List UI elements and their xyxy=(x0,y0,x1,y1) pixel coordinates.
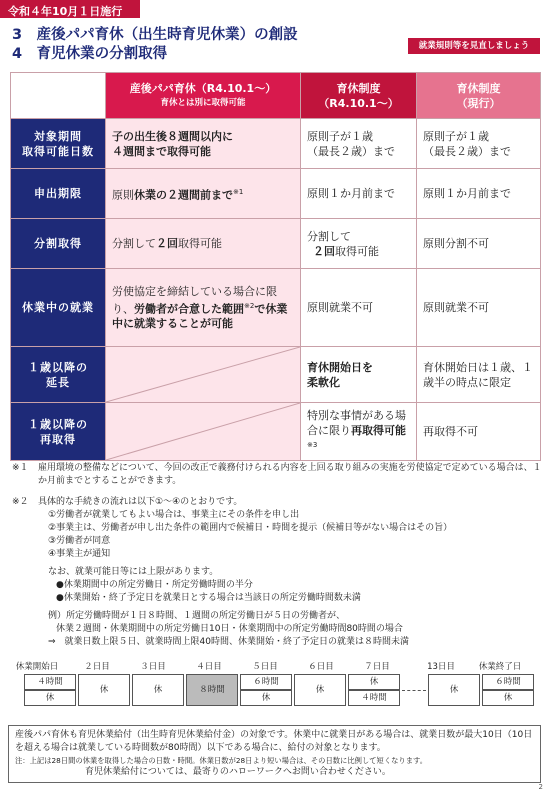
cell-new-split xyxy=(106,219,301,269)
day-label: 13日目 xyxy=(427,662,455,672)
cell-mid-split-c: 取得可能 xyxy=(335,244,379,258)
day-label: ５日目 xyxy=(252,662,278,672)
example-line: 例）所定労働時間が１日８時間、１週間の所定労働日が５日の労働者が、 xyxy=(48,611,346,621)
cell-new-deadline xyxy=(106,169,301,219)
cell-mid-extension: 育休開始日を 柔軟化 xyxy=(301,347,417,403)
benefit-info-box xyxy=(8,725,541,783)
table-row xyxy=(11,219,541,269)
table-corner xyxy=(11,73,106,119)
benefit-contact-text: 育児休業給付については、最寄りのハローワークへお問い合わせください。 xyxy=(85,767,391,777)
limit-bullet: ●休業期間中の所定労働日・所定労働時間の半分 xyxy=(56,580,253,590)
row-head-extension-line2: 延長 xyxy=(46,375,70,389)
row-head-period xyxy=(11,119,106,169)
row-head-period-line2: 取得可能日数 xyxy=(22,144,94,158)
cell-new-work-c: で休業中に就業することが可能 xyxy=(112,302,288,331)
footnote-ref-1: ※1 xyxy=(233,187,244,196)
day-label: ２日目 xyxy=(84,662,110,672)
cell-new-deadline-prefix: 原則 xyxy=(112,188,134,202)
footnote-ref-2: ※2 xyxy=(244,301,255,310)
row-head-reacquire-line2: 再取得 xyxy=(40,432,76,446)
limit-bullet: ●休業開始・終了予定日を就業日とする場合は当該日の所定労働時間数未満 xyxy=(56,593,361,603)
title-line-1: 3 産後パパ育休（出生時育児休業）の創設 xyxy=(12,27,298,43)
timeline-gap xyxy=(402,690,426,691)
day-label: 休業終了日 xyxy=(478,662,522,672)
limit-text: なお、就業可能日等には上限があります。 xyxy=(48,567,219,577)
row-head-work-during-leave: 休業中の就業 xyxy=(11,269,106,347)
cell-new-period-line1: 子の出生後８週間以内に xyxy=(112,129,233,143)
cell-new-period xyxy=(106,119,301,169)
table-row xyxy=(11,269,541,347)
cell-new-work xyxy=(106,269,301,347)
cell-cur-work: 原則就業不可 xyxy=(417,269,541,347)
header-mid-line1: 育休制度 xyxy=(336,81,381,95)
header-cur-line1: 育休制度 xyxy=(456,81,501,95)
footnote-1-text: 雇用環境の整備などについて、今回の改正で義務付けられる内容を上回る取り組みの実施を労使協定で定めている場合は、１か月前までとすることができます。 xyxy=(38,463,542,486)
header-mid-line2: （R4.10.1～） xyxy=(318,96,399,110)
cell-mid-split-a: 分割して xyxy=(307,229,351,243)
day-cell: 休 xyxy=(294,674,346,706)
day-label: 休業開始日 xyxy=(15,662,59,672)
cell-cur-extension: 育休開始日は１歳、１歳半の時点に限定 xyxy=(417,347,541,403)
cell-cur-split: 原則分割不可 xyxy=(417,219,541,269)
day-cell: ６時間 xyxy=(240,674,292,690)
cell-new-period-line2: ４週間まで取得可能 xyxy=(112,144,211,158)
header-cur-line2: （現行） xyxy=(456,96,501,110)
effective-date-tag: 令和４年10月１日施行 xyxy=(0,0,140,18)
cell-new-deadline-bold: 休業の２週間前まで xyxy=(134,188,233,202)
header-new-paternity-leave xyxy=(106,73,301,119)
benefit-info-note: 注：上記は28日間の休業を取得した場合の日数・時間。休業日数が28日より短い場合は、その日数に比例して短くなります。 xyxy=(15,756,428,765)
cell-mid-reacquire-b: 再取得可能 xyxy=(351,423,406,437)
step-item: ④事業主が通知 xyxy=(48,549,111,559)
work-schedule-example xyxy=(12,660,542,710)
cell-new-split-b: ２回 xyxy=(156,237,178,250)
table-row xyxy=(11,119,541,169)
day-cell: 休 xyxy=(348,674,400,690)
cell-not-applicable xyxy=(106,403,301,461)
cell-new-split-a: 分割して xyxy=(112,237,156,250)
cell-mid-deadline: 原則１か月前まで xyxy=(301,169,417,219)
day-cell: ４時間 xyxy=(348,690,400,706)
day-cell: 休 xyxy=(240,690,292,706)
cell-not-applicable xyxy=(106,347,301,403)
cell-mid-period: 原則子が１歳 （最長２歳）まで xyxy=(301,119,417,169)
table-row xyxy=(11,169,541,219)
day-cell: ６時間 xyxy=(482,674,534,690)
day-label: ６日目 xyxy=(308,662,334,672)
cell-cur-period: 原則子が１歳 （最長２歳）まで xyxy=(417,119,541,169)
footnote-2-body xyxy=(38,496,542,649)
cell-new-split-c: 取得可能 xyxy=(178,237,222,250)
footnote-2-intro: 具体的な手続きの流れは以下①～④のとおりです。 xyxy=(38,497,243,507)
day-cell: 休 xyxy=(482,690,534,706)
table-row xyxy=(11,403,541,461)
diagonal-line xyxy=(106,347,300,402)
example-line: 休業２週間・休業期間中の所定労働日10日・休業期間中の所定労働時間80時間の場合 xyxy=(56,624,403,634)
footnote-1-mark: ※１ xyxy=(12,463,29,473)
cell-new-work-a: 労使協定を締結している場合に限り、 xyxy=(112,284,277,316)
cell-mid-work: 原則就業不可 xyxy=(301,269,417,347)
row-head-reacquire xyxy=(11,403,106,461)
day-label: ７日目 xyxy=(364,662,390,672)
day-cell: ８時間 xyxy=(186,674,238,706)
row-head-split: 分割取得 xyxy=(11,219,106,269)
table-row xyxy=(11,347,541,403)
day-cell: 休 xyxy=(78,674,130,706)
cell-mid-reacquire-a: 特別な事情がある場合に限り xyxy=(307,408,406,437)
row-head-reacquire-line1: １歳以降の xyxy=(28,417,88,431)
cell-cur-reacquire: 再取得不可 xyxy=(417,403,541,461)
cell-cur-deadline: 原則１か月前まで xyxy=(417,169,541,219)
day-cell: 休 xyxy=(24,690,76,706)
example-line: ⇒ 就業日数上限５日、就業時間上限40時間、休業開始・終了予定日の就業は８時間未満 xyxy=(48,637,409,647)
row-head-period-line1: 対象期間 xyxy=(34,129,82,143)
cell-new-work-b: 労働者が合意した範囲 xyxy=(134,302,244,316)
header-new-title: 産後パパ育休（R4.10.1～） xyxy=(129,81,277,95)
day-cell: 休 xyxy=(428,674,480,706)
footnote-ref-3: ※3 xyxy=(307,440,318,449)
page-title xyxy=(12,26,412,64)
header-new-childcare-leave xyxy=(301,73,417,119)
day-cell: 休 xyxy=(132,674,184,706)
row-head-deadline: 申出期限 xyxy=(11,169,106,219)
day-cell: ４時間 xyxy=(24,674,76,690)
step-item: ②事業主は、労働者が申し出た条件の範囲内で候補日・時間を提示（候補日等がない場合はその旨） xyxy=(48,523,453,533)
step-item: ①労働者が就業してもよい場合は、事業主にその条件を申し出 xyxy=(48,510,300,520)
row-head-extension xyxy=(11,347,106,403)
header-new-subtitle: 育休とは別に取得可能 xyxy=(160,97,246,108)
footnote-2-mark: ※２ xyxy=(12,497,29,507)
step-item: ③労働者が同意 xyxy=(48,536,111,546)
diagonal-line xyxy=(106,403,300,460)
notice-badge: 就業規則等を見直しましょう xyxy=(408,38,540,54)
page-number: 2 xyxy=(538,783,543,791)
title-line-2: 4 育児休業の分割取得 xyxy=(12,46,168,62)
benefit-info-text: 産後パパ育休も育児休業給付（出生時育児休業給付金）の対象です。休業中に就業日がある場合は、就業日数が最大10日（10日を超える場合は就業している時間数が80時間）以下である場合に、給付の対象となります。 xyxy=(15,730,533,753)
row-head-extension-line1: １歳以降の xyxy=(28,360,88,374)
cell-mid-split-b: ２回 xyxy=(313,244,335,258)
day-label: ３日目 xyxy=(140,662,166,672)
cell-mid-reacquire xyxy=(301,403,417,461)
cell-mid-split xyxy=(301,219,417,269)
day-label: ４日目 xyxy=(196,662,222,672)
comparison-table xyxy=(10,72,541,461)
header-current-childcare-leave xyxy=(417,73,541,119)
